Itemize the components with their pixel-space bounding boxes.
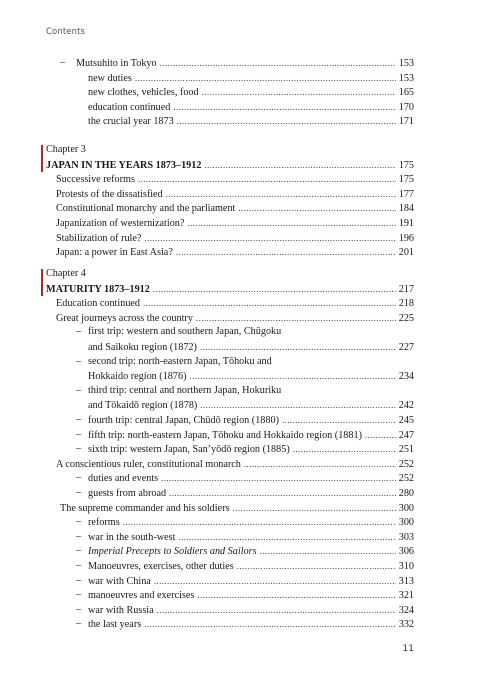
entry-title: first trip: western and southern Japan, Chūgoku: [88, 326, 282, 338]
entry-title: A conscientious ruler, constitutional monarch: [56, 458, 241, 470]
entry-title: Imperial Precepts to Soldiers and Sailors: [88, 546, 257, 558]
toc-entry[interactable]: [0, 296, 480, 310]
dot-leader: [282, 413, 396, 427]
toc-entry[interactable]: [0, 413, 480, 427]
dot-leader: [166, 187, 396, 201]
page-ref: 234: [398, 371, 414, 383]
entry-title: war with China: [88, 575, 151, 587]
toc-entry[interactable]: [0, 515, 480, 529]
entry-title: education continued: [88, 101, 171, 113]
entry-title: guests from abroad: [88, 488, 167, 499]
dot-leader: [196, 311, 396, 325]
toc-entry[interactable]: [0, 245, 480, 259]
entry-title: Stabilization of rule?: [56, 232, 142, 244]
page-ref: 251: [398, 444, 414, 456]
entry-title: war in the south-west: [88, 531, 176, 543]
toc-entry[interactable]: [0, 114, 480, 128]
dash-bullet: –: [76, 384, 82, 396]
toc-entry[interactable]: [0, 340, 480, 354]
entry-title: sixth trip: western Japan, San’yōdō region (1885): [88, 444, 290, 456]
dot-leader: [178, 530, 395, 544]
page-ref: 245: [398, 415, 414, 426]
dot-leader: [187, 216, 395, 230]
dash-bullet: –: [76, 443, 82, 455]
toc-entry[interactable]: [0, 311, 480, 325]
chapter-title-entry[interactable]: [0, 158, 480, 172]
dot-leader: [161, 471, 396, 485]
toc-entry[interactable]: [0, 85, 480, 99]
page-ref: 227: [398, 342, 414, 353]
page-ref: 300: [398, 517, 414, 529]
page-ref: 153: [398, 58, 414, 69]
page-ref: 310: [398, 561, 414, 572]
entry-title: Great journeys across the country: [56, 312, 193, 324]
dash-bullet: –: [60, 57, 66, 68]
dot-leader: [202, 85, 396, 99]
dot-leader: [154, 574, 396, 588]
page-ref: 171: [398, 116, 414, 128]
entry-title: The supreme commander and his soldiers: [60, 502, 230, 514]
toc-entry[interactable]: [0, 428, 480, 442]
toc-entry[interactable]: [0, 588, 480, 602]
dot-leader: [293, 442, 396, 456]
toc-entry[interactable]: [0, 384, 480, 398]
page-ref: 306: [398, 546, 414, 558]
entry-title: war with Russia: [88, 604, 154, 616]
entry-title: Successive reforms: [56, 174, 135, 186]
toc-entry[interactable]: [0, 325, 480, 339]
page-ref: 303: [398, 531, 414, 543]
toc-entry[interactable]: [0, 355, 480, 369]
entry-title: fifth trip: north-eastern Japan, Tōhoku and Hokkaido region (1881): [88, 429, 362, 441]
toc-entry[interactable]: [0, 574, 480, 588]
dash-bullet: –: [76, 428, 82, 440]
dash-bullet: –: [76, 326, 82, 338]
dot-leader: [176, 245, 396, 259]
entry-title: and Saikoku region (1872): [88, 342, 197, 353]
chapter-title: JAPAN IN THE YEARS 1873–1912: [46, 159, 202, 171]
page-ref: 300: [398, 502, 414, 514]
dot-leader: [232, 501, 395, 515]
entry-title: Manoeuvres, exercises, other duties: [88, 561, 234, 572]
dot-leader: [189, 369, 395, 383]
chapter-title-entry[interactable]: [0, 282, 480, 296]
page-ref: 252: [398, 473, 414, 485]
dash-bullet: –: [76, 355, 82, 367]
dot-leader: [197, 588, 395, 602]
toc-entry[interactable]: [0, 187, 480, 201]
entry-title: third trip: central and northern Japan, Hokuriku: [88, 384, 282, 396]
dot-leader: [123, 515, 396, 529]
dot-leader: [153, 282, 396, 296]
entry-title: fourth trip: central Japan, Chūdō region (1880): [88, 415, 279, 426]
toc-entry[interactable]: [0, 603, 480, 617]
page-ref: 191: [398, 218, 414, 229]
dot-leader: [138, 172, 396, 186]
entry-title: duties and events: [88, 473, 159, 485]
page-ref: 201: [398, 247, 414, 259]
page-ref: 225: [398, 312, 414, 324]
chapter-label: Chapter 3: [46, 144, 86, 155]
dot-leader: [144, 231, 395, 245]
page-ref: 177: [398, 188, 414, 200]
entry-title: Japan: a power in East Asia?: [56, 247, 173, 259]
dot-leader: [169, 486, 396, 500]
dot-leader: [237, 559, 396, 573]
dash-bullet: –: [76, 618, 82, 630]
dot-leader: [365, 428, 396, 442]
page-ref: 184: [398, 203, 414, 215]
toc-entry[interactable]: [0, 442, 480, 456]
dot-leader: [204, 158, 395, 172]
dot-leader: [144, 617, 396, 631]
dot-leader: [260, 544, 396, 558]
dot-leader: [143, 296, 396, 310]
toc-entry[interactable]: [0, 486, 480, 500]
dash-bullet: –: [76, 545, 82, 557]
toc-entry[interactable]: [0, 544, 480, 558]
dash-bullet: –: [76, 414, 82, 425]
dot-leader: [160, 56, 396, 70]
toc-entry[interactable]: [0, 369, 480, 383]
page-ref: 196: [398, 232, 414, 244]
toc-entry[interactable]: [0, 216, 480, 230]
dot-leader: [177, 114, 396, 128]
page-ref: 153: [398, 72, 414, 84]
entry-title: reforms: [88, 517, 120, 529]
entry-title: manoeuvres and exercises: [88, 590, 195, 602]
entry-title: the last years: [88, 619, 142, 631]
toc-entry[interactable]: [0, 617, 480, 631]
dot-leader: [173, 100, 395, 114]
entry-title: and Tōkaidō region (1878): [88, 400, 198, 412]
dash-bullet: –: [76, 560, 82, 571]
entry-title: Japanization of westernization?: [56, 218, 185, 229]
dot-leader: [200, 398, 395, 412]
dot-leader: [200, 340, 396, 354]
entry-title: Protests of the dissatisfied: [56, 188, 163, 200]
running-head: Contents: [46, 27, 86, 37]
toc-entry[interactable]: [0, 172, 480, 186]
dash-bullet: –: [76, 516, 82, 528]
toc-entry[interactable]: [0, 56, 480, 70]
dash-bullet: –: [76, 487, 82, 498]
dot-leader: [238, 201, 395, 215]
toc-entry[interactable]: [0, 201, 480, 215]
dot-leader: [157, 603, 396, 617]
toc-entry[interactable]: [0, 530, 480, 544]
dot-leader: [244, 457, 396, 471]
toc-entry[interactable]: [0, 398, 480, 412]
entry-title: new duties: [88, 72, 132, 84]
dash-bullet: –: [76, 472, 82, 484]
entry-title: Mutsuhito in Tokyo: [76, 58, 157, 69]
page-ref: 175: [398, 159, 414, 171]
page-ref: 280: [398, 488, 414, 499]
page-ref: 170: [398, 101, 414, 113]
toc-entry[interactable]: [0, 471, 480, 485]
dot-leader: [135, 71, 396, 85]
page-ref: 324: [398, 604, 414, 616]
page-number: 11: [402, 644, 414, 654]
page-ref: 321: [398, 590, 414, 602]
toc-entry[interactable]: [0, 457, 480, 471]
page-ref: 242: [398, 400, 414, 412]
entry-title: Education continued: [56, 298, 141, 310]
entry-title: Constitutional monarchy and the parliament: [56, 203, 236, 215]
dash-bullet: –: [76, 530, 82, 542]
page-ref: 217: [398, 283, 414, 295]
toc-entry[interactable]: [0, 231, 480, 245]
toc-entry[interactable]: [0, 71, 480, 85]
toc-entry[interactable]: [0, 559, 480, 573]
dash-bullet: –: [76, 603, 82, 615]
page-ref: 252: [398, 458, 414, 470]
entry-title: new clothes, vehicles, food: [88, 87, 199, 99]
page-ref: 332: [398, 619, 414, 631]
page-ref: 247: [398, 429, 414, 441]
page-ref: 313: [398, 575, 414, 587]
entry-title: Hokkaido region (1876): [88, 371, 187, 383]
toc-entry[interactable]: [0, 501, 480, 515]
dash-bullet: –: [76, 589, 82, 601]
entry-title: second trip: north-eastern Japan, Tōhoku and: [88, 355, 272, 367]
page-ref: 175: [398, 174, 414, 186]
page-ref: 218: [398, 298, 414, 310]
toc-entry[interactable]: [0, 100, 480, 114]
chapter-label: Chapter 4: [46, 268, 86, 279]
chapter-title: MATURITY 1873–1912: [46, 283, 150, 295]
dash-bullet: –: [76, 574, 82, 586]
page-ref: 165: [398, 87, 414, 99]
entry-title: the crucial year 1873: [88, 116, 174, 128]
